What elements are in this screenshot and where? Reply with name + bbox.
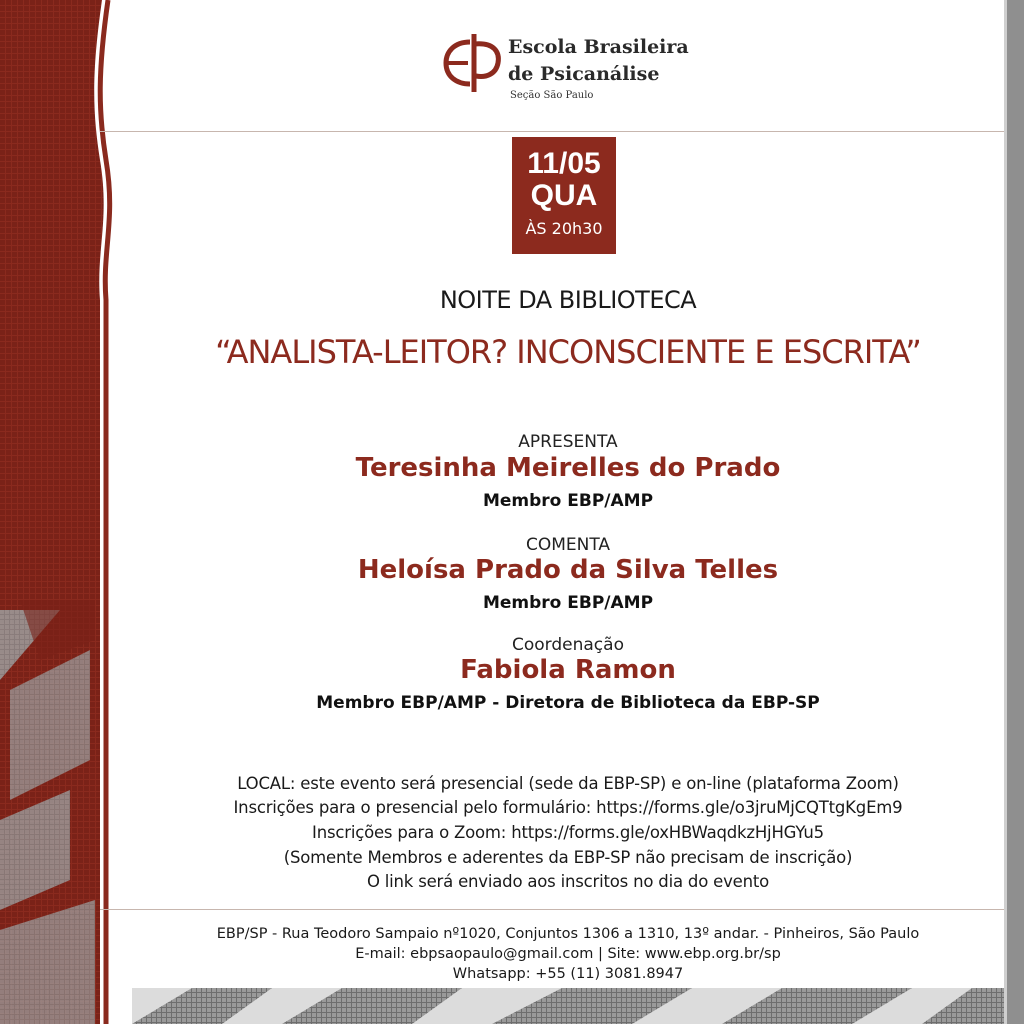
participant-name-3: Fabiola Ramon bbox=[460, 655, 676, 685]
participant-credential-2: Membro EBP/AMP bbox=[482, 593, 654, 613]
bottom-decorative-band bbox=[132, 988, 1004, 1024]
ebp-monogram-icon bbox=[440, 30, 504, 94]
participant-role-3: Coordenação bbox=[512, 635, 624, 655]
participant-name-1: Teresinha Meirelles do Prado bbox=[355, 453, 781, 483]
info-local: LOCAL: este evento será presencial (sede da EBP-SP) e on-line (plataforma Zoom) bbox=[237, 774, 899, 793]
date-badge bbox=[512, 137, 616, 254]
event-day: 11/05 bbox=[527, 147, 601, 180]
logo-line-1: Escola Brasileira bbox=[508, 36, 689, 58]
logo-line-2: de Psicanálise bbox=[508, 63, 660, 85]
event-type: NOITE DA BIBLIOTECA bbox=[439, 286, 697, 314]
info-registration-zoom: Inscrições para o Zoom: https://forms.gle/oxHBWaqdkzHjHGYu5 bbox=[312, 823, 824, 842]
event-time: ÀS 20h30 bbox=[525, 219, 603, 238]
logo-line-3: Seção São Paulo bbox=[510, 90, 594, 101]
participant-role-2: COMENTA bbox=[525, 535, 611, 555]
logo bbox=[440, 30, 720, 110]
bottom-divider bbox=[100, 909, 1004, 910]
event-title: “ANALISTA-LEITOR? INCONSCIENTE E ESCRITA” bbox=[215, 333, 921, 371]
info-registration-in-person: Inscrições para o presencial pelo formulário: https://forms.gle/o3jruMjCQTtgKgEm9 bbox=[233, 798, 903, 817]
footer-whatsapp: Whatsapp: +55 (11) 3081.8947 bbox=[452, 966, 684, 982]
info-link-note: O link será enviado aos inscritos no dia do evento bbox=[366, 872, 770, 891]
info-note: (Somente Membros e aderentes da EBP-SP não precisam de inscrição) bbox=[283, 848, 853, 867]
top-divider bbox=[100, 131, 1004, 132]
footer-address: EBP/SP - Rua Teodoro Sampaio nº1020, Conjuntos 1306 a 1310, 13º andar. - Pinheiros, São Paulo bbox=[216, 926, 920, 942]
right-gray-band bbox=[1004, 0, 1024, 1024]
participant-credential-1: Membro EBP/AMP bbox=[482, 491, 654, 511]
participant-name-2: Heloísa Prado da Silva Telles bbox=[357, 555, 779, 585]
participant-role-1: APRESENTA bbox=[518, 432, 618, 452]
footer-contact: E-mail: ebpsaopaulo@gmail.com | Site: www.ebp.org.br/sp bbox=[355, 946, 781, 962]
left-decorative-band bbox=[0, 0, 132, 1024]
event-weekday: QUA bbox=[530, 179, 598, 212]
participant-credential-3: Membro EBP/AMP - Diretora de Biblioteca da EBP-SP bbox=[316, 693, 820, 713]
